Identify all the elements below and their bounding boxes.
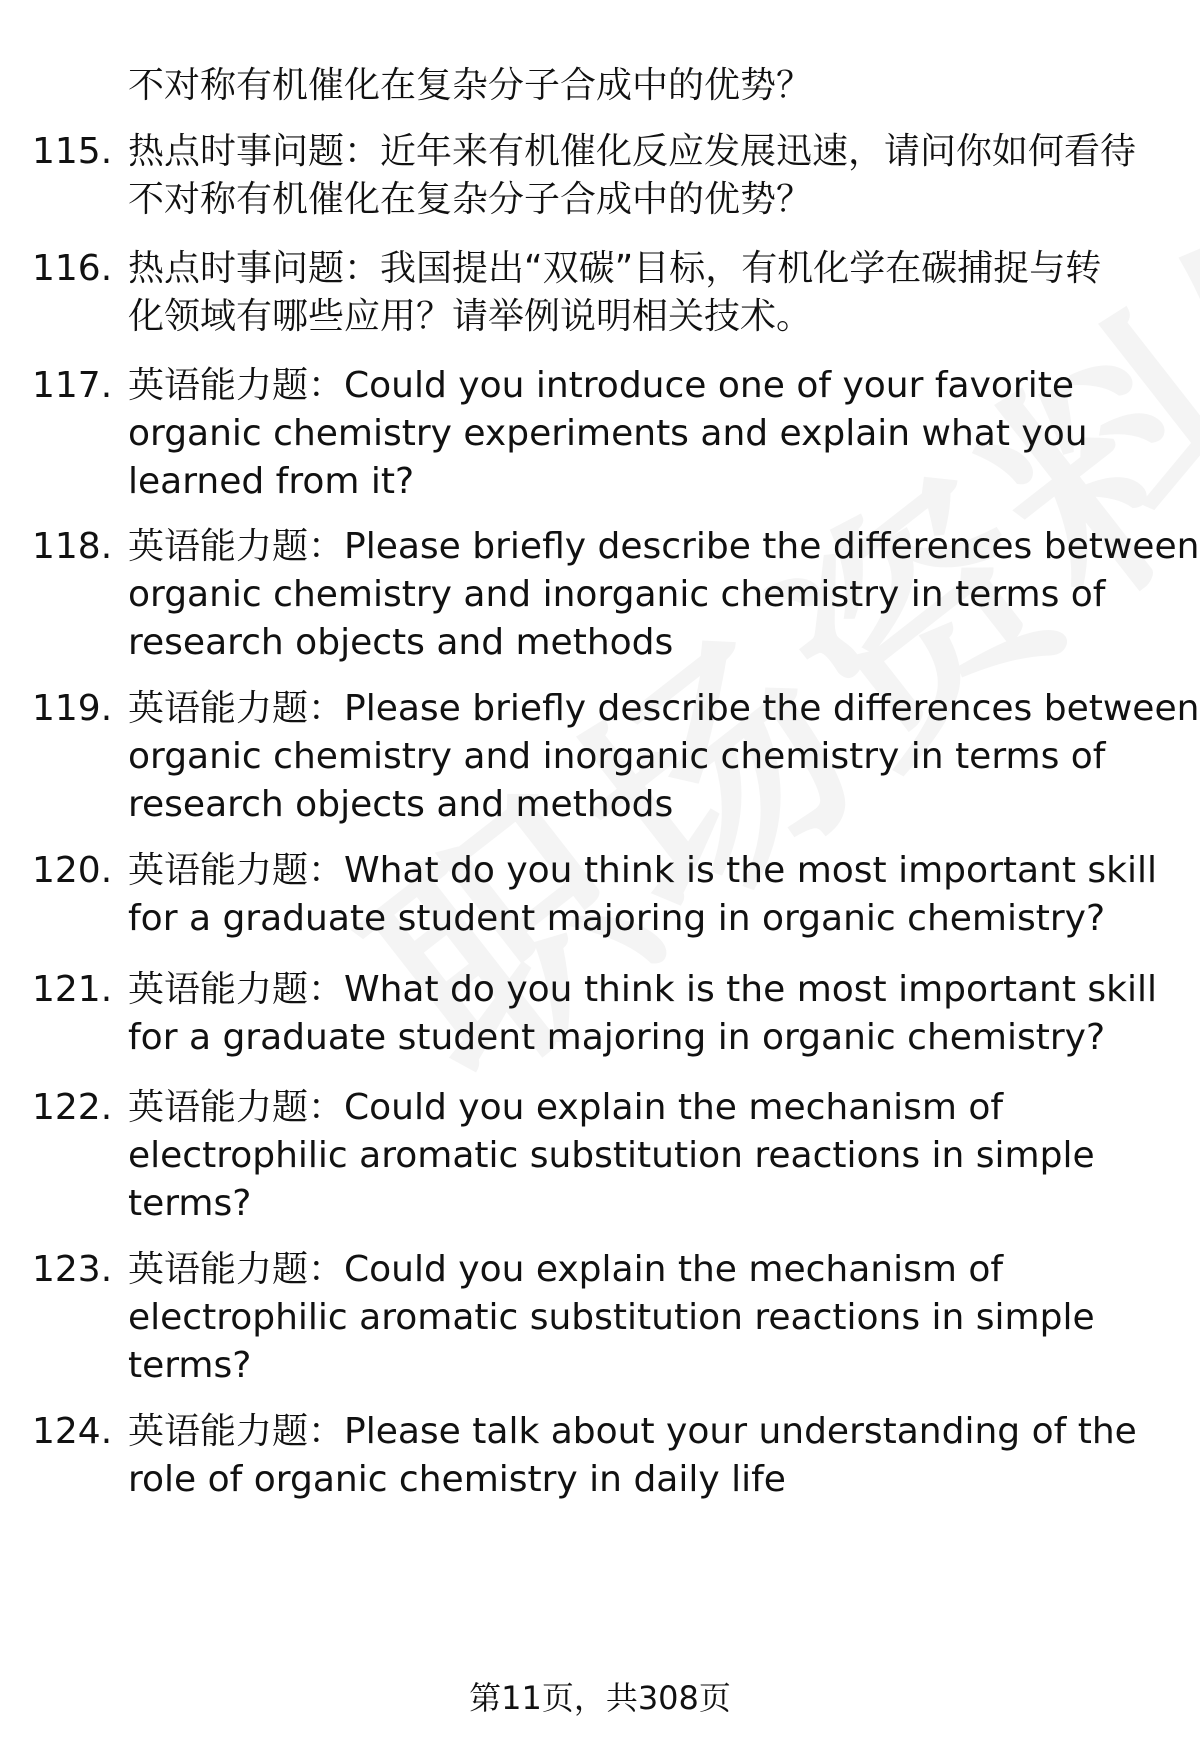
question-line: terms? (128, 1345, 252, 1386)
question-line: 英语能力题：Please briefly describe the differences between (128, 688, 1200, 729)
page-footer: 第11页，共308页 (469, 1679, 731, 1717)
question-number: 118. (32, 526, 113, 567)
question-number: 115. (32, 131, 113, 172)
question-text (128, 1408, 1168, 1504)
question-line: 热点时事问题：我国提出“双碳”目标，有机化学在碳捕捉与转 (128, 248, 1102, 289)
question-number: 122. (32, 1087, 113, 1128)
question-text (128, 966, 1168, 1062)
question-number: 120. (32, 850, 113, 891)
question-text (128, 128, 1168, 224)
question-line: for a graduate student majoring in organic chemistry? (128, 1017, 1106, 1058)
question-line: 不对称有机催化在复杂分子合成中的优势？ (128, 65, 813, 106)
question-line: organic chemistry and inorganic chemistry in terms of (128, 736, 1106, 777)
question-number: 117. (32, 365, 113, 406)
question-line: research objects and methods (128, 622, 674, 663)
question-line: 英语能力题：Could you explain the mechanism of (128, 1249, 1004, 1290)
question-text (128, 523, 1200, 667)
question-number: 121. (32, 969, 113, 1010)
question-line: 英语能力题：Could you explain the mechanism of (128, 1087, 1004, 1128)
question-line: 不对称有机催化在复杂分子合成中的优势？ (128, 179, 813, 220)
question-text (128, 685, 1200, 829)
question-line: 英语能力题：Please briefly describe the differences between (128, 526, 1200, 567)
question-line: 热点时事问题：近年来有机催化反应发展迅速，请问你如何看待 (128, 131, 1137, 172)
question-number: 116. (32, 248, 113, 289)
question-number: 119. (32, 688, 113, 729)
question-line: organic chemistry and inorganic chemistry in terms of (128, 574, 1106, 615)
question-text (128, 245, 1168, 341)
question-line: learned from it? (128, 461, 415, 502)
question-line: terms? (128, 1183, 252, 1224)
question-line: 英语能力题：What do you think is the most important skill (128, 850, 1158, 891)
question-line: 英语能力题：Could you introduce one of your favorite (128, 365, 1074, 406)
question-line: role of organic chemistry in daily life (128, 1459, 786, 1500)
question-line: 英语能力题：What do you think is the most important skill (128, 969, 1158, 1010)
question-number: 124. (32, 1411, 113, 1452)
question-text (128, 362, 1168, 506)
question-line: electrophilic aromatic substitution reactions in simple (128, 1135, 1095, 1176)
question-line: 英语能力题：Please talk about your understanding of the (128, 1411, 1137, 1452)
question-line: electrophilic aromatic substitution reactions in simple (128, 1297, 1095, 1338)
question-text (128, 1084, 1168, 1228)
question-line: research objects and methods (128, 784, 674, 825)
question-text (128, 847, 1168, 943)
question-line: 化领域有哪些应用？请举例说明相关技术。 (128, 296, 813, 337)
question-line: organic chemistry experiments and explain what you (128, 413, 1088, 454)
question-number: 123. (32, 1249, 113, 1290)
question-line: for a graduate student majoring in organic chemistry? (128, 898, 1106, 939)
question-text (128, 1246, 1168, 1390)
